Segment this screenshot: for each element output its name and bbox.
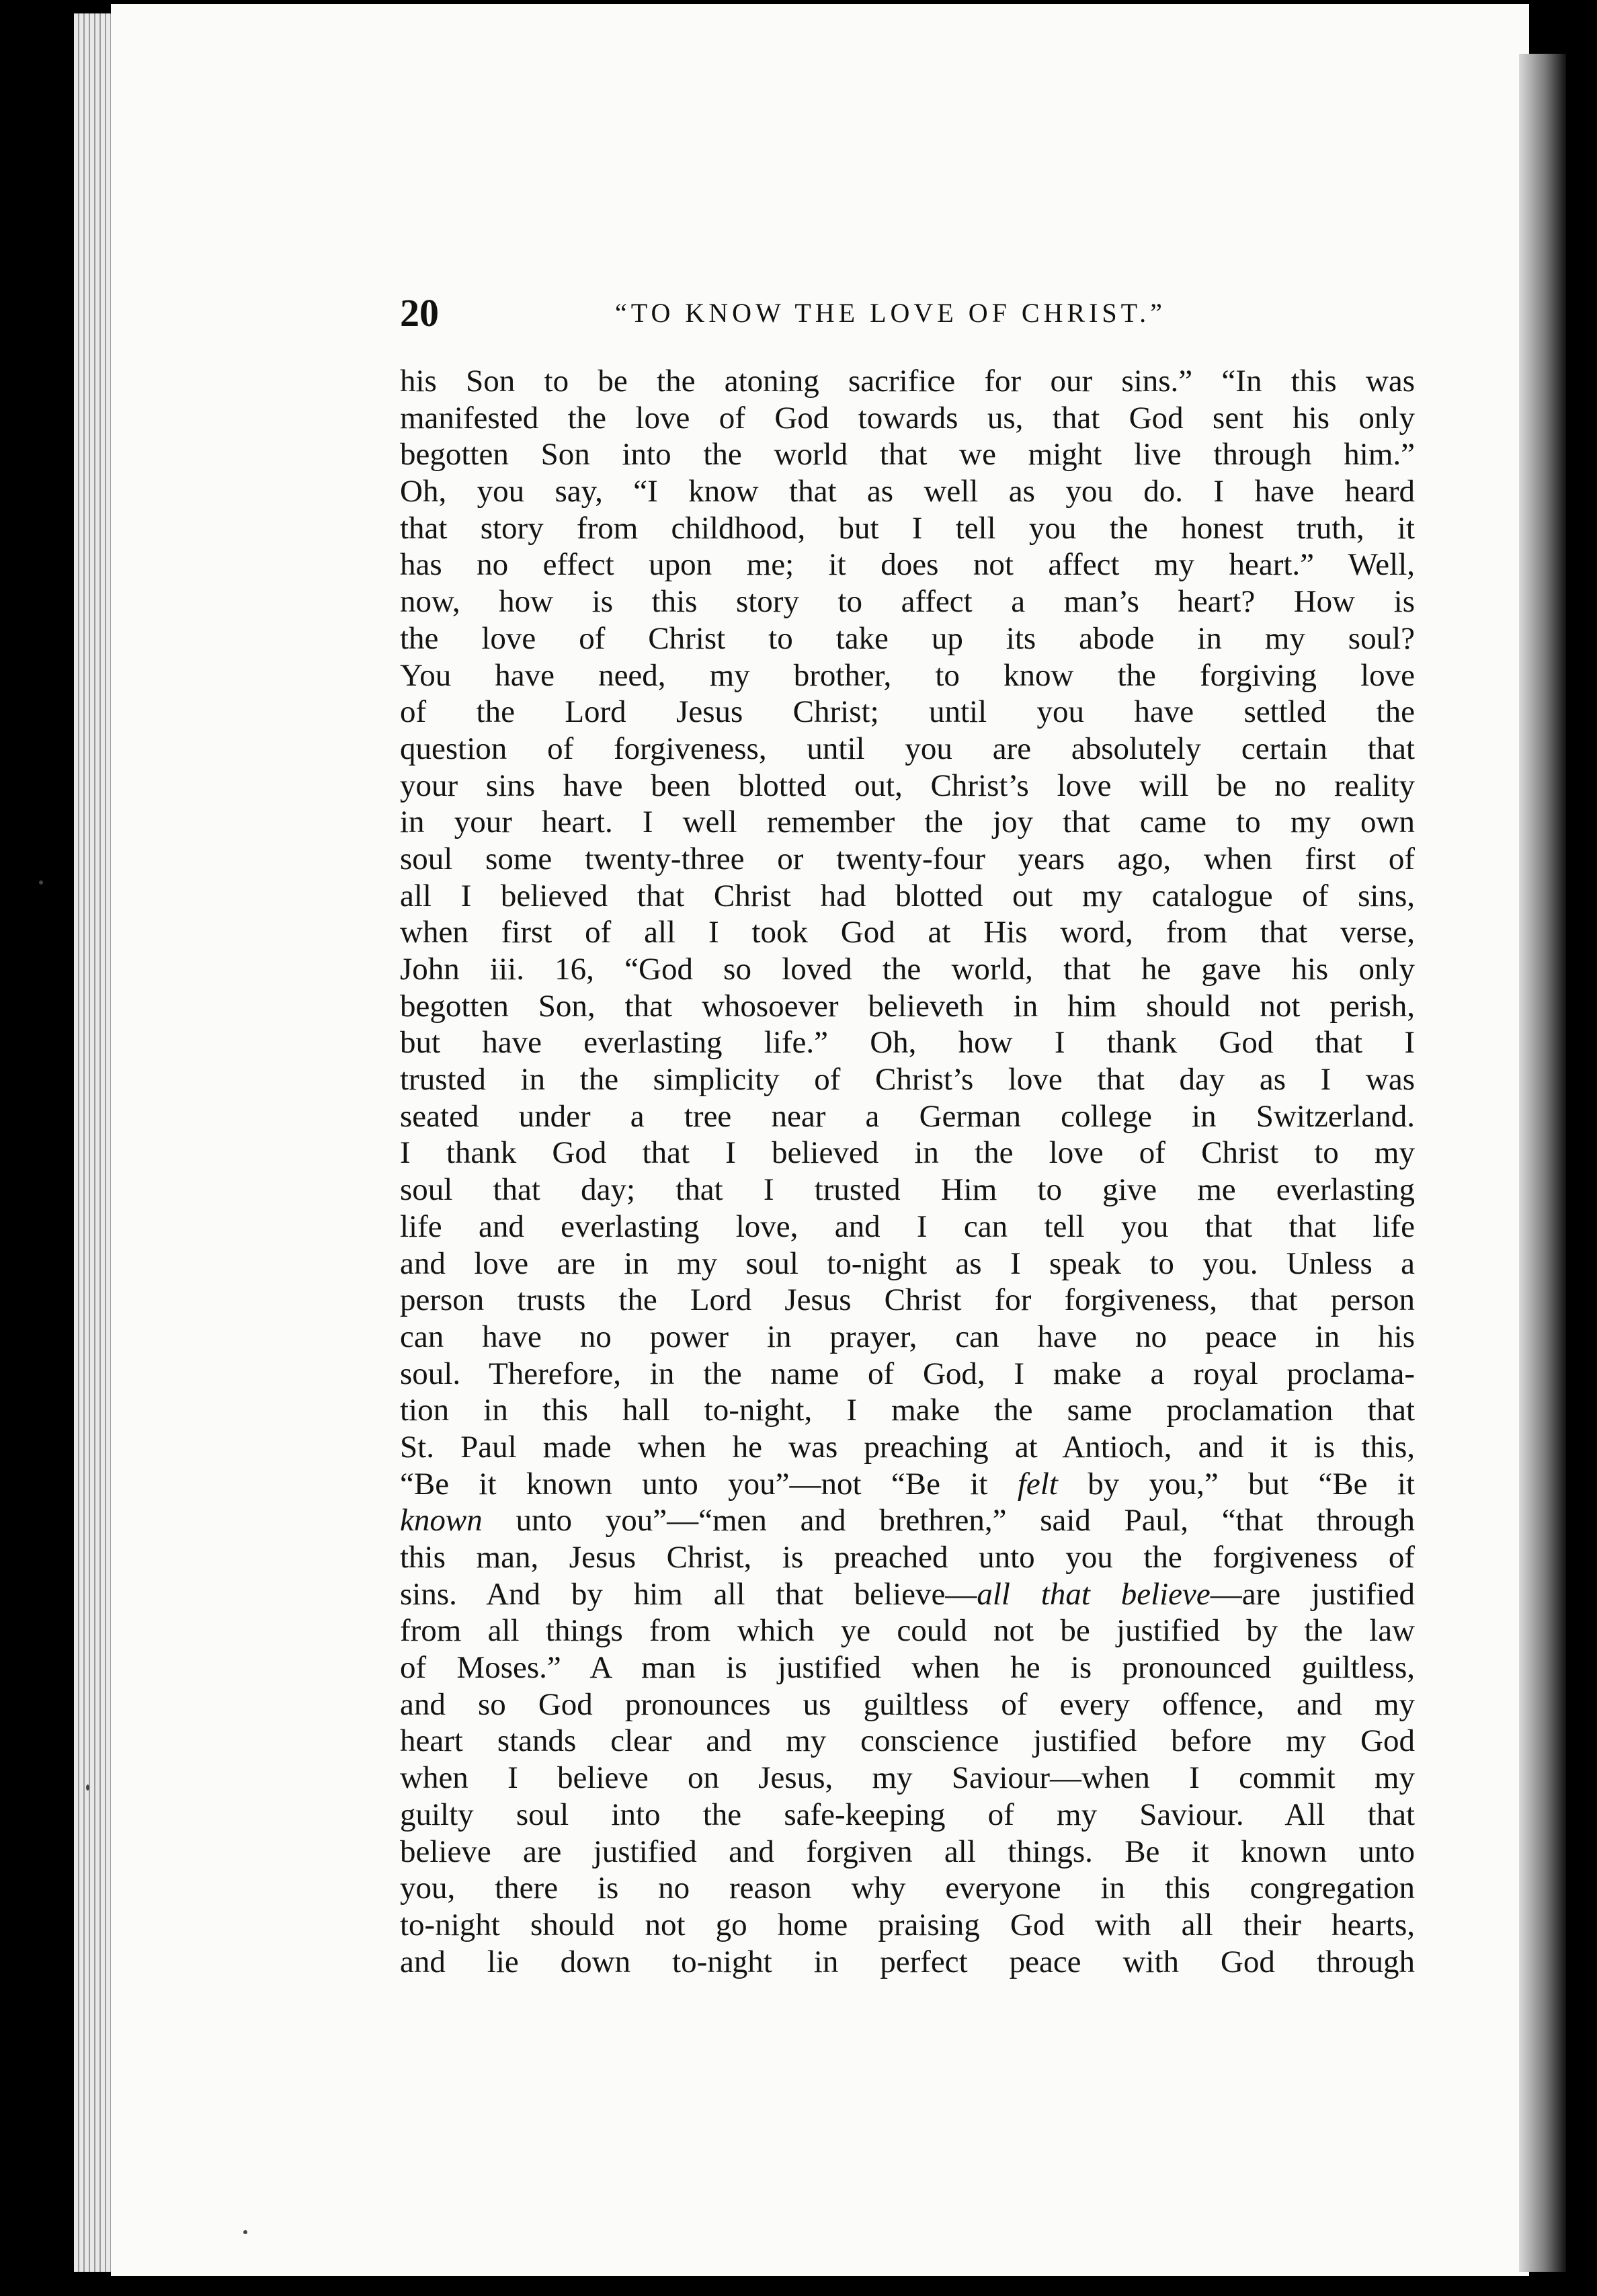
- text-line: you, there is no reason why everyone in this congregation: [400, 1871, 1415, 1906]
- text-line: that story from childhood, but I tell you the honest truth, it: [400, 510, 1415, 546]
- text-line: in your heart. I well remember the joy that came to my own: [400, 805, 1415, 840]
- text-run: unto you”—“men and brethren,” said Paul, “that through: [482, 1503, 1415, 1539]
- text-line: manifested the love of God towards us, that God sent his only: [400, 400, 1415, 436]
- text-line: to-night should not go home praising God with all their hearts,: [400, 1907, 1415, 1942]
- text-line: soul that day; that I trusted Him to give me everlasting: [400, 1172, 1415, 1208]
- text-line-with-italic: [400, 1576, 1415, 1613]
- text-run: by you,” but “Be it: [1057, 1466, 1416, 1502]
- text-run: sins. And by him all that believe—: [400, 1576, 977, 1612]
- text-line: soul some twenty-three or twenty-four years ago, when first of: [400, 841, 1415, 876]
- text-line: and lie down to-night in perfect peace with God through: [400, 1944, 1415, 1979]
- text-line: of Moses.” A man is justified when he is pronounced guiltless,: [400, 1650, 1415, 1686]
- text-line: all I believed that Christ had blotted out my catalogue of sins,: [400, 878, 1415, 913]
- body-text: [400, 363, 1415, 1980]
- text-line: when first of all I took God at His word, from that verse,: [400, 915, 1415, 950]
- scan-speck: [243, 2230, 247, 2234]
- text-line: can have no power in prayer, can have no peace in his: [400, 1319, 1415, 1354]
- text-line: and so God pronounces us guiltless of every offence, and my: [400, 1686, 1415, 1722]
- text-line: begotten Son, that whosoever believeth in him should not perish,: [400, 988, 1415, 1024]
- italic-run: known: [400, 1503, 483, 1539]
- text-line: begotten Son into the world that we might live through him.”: [400, 437, 1415, 473]
- text-line: soul. Therefore, in the name of God, I make a royal proclama-: [400, 1356, 1415, 1391]
- scan-speck: [86, 1785, 89, 1791]
- text-line-with-italic: [400, 1466, 1415, 1503]
- text-line: has no effect upon me; it does not affect my heart.” Well,: [400, 547, 1415, 583]
- text-line: of the Lord Jesus Christ; until you have settled the: [400, 694, 1415, 730]
- italic-run: all that believe: [977, 1576, 1211, 1612]
- text-line: from all things from which ye could not be justified by the law: [400, 1613, 1415, 1649]
- page-stack-edges: [74, 13, 114, 2272]
- text-line: heart stands clear and my conscience justified before my God: [400, 1723, 1415, 1759]
- text-line: this man, Jesus Christ, is preached unto you the forgiveness of: [400, 1540, 1415, 1575]
- text-line: now, how is this story to affect a man’s heart? How is: [400, 584, 1415, 620]
- italic-run: felt: [1017, 1466, 1058, 1502]
- text-line: You have need, my brother, to know the forgiving love: [400, 657, 1415, 693]
- text-line: when I believe on Jesus, my Saviour—when I commit my: [400, 1760, 1415, 1796]
- text-line: person trusts the Lord Jesus Christ for forgiveness, that person: [400, 1282, 1415, 1318]
- text-line: your sins have been blotted out, Christ’s love will be no reality: [400, 768, 1415, 803]
- text-line: guilty soul into the safe-keeping of my Saviour. All that: [400, 1797, 1415, 1832]
- running-title: “TO KNOW THE LOVE OF CHRIST.”: [615, 298, 1166, 328]
- text-line: the love of Christ to take up its abode in my soul?: [400, 620, 1415, 656]
- text-line-with-italic: [400, 1502, 1415, 1539]
- text-line: seated under a tree near a German college in Switzerland.: [400, 1098, 1415, 1134]
- text-line: I thank God that I believed in the love of Christ to my: [400, 1135, 1415, 1171]
- text-line: his Son to be the atoning sacrifice for our sins.” “In this was: [400, 364, 1415, 399]
- text-line: and love are in my soul to-night as I speak to you. Unless a: [400, 1245, 1415, 1281]
- text-line: Oh, you say, “I know that as well as you do. I have heard: [400, 474, 1415, 509]
- scan-speck: [39, 880, 43, 885]
- page-number: 20: [400, 291, 439, 335]
- text-line: John iii. 16, “God so loved the world, that he gave his only: [400, 952, 1415, 987]
- text-line: tion in this hall to-night, I make the same proclamation that: [400, 1393, 1415, 1428]
- text-line: trusted in the simplicity of Christ’s love that day as I was: [400, 1062, 1415, 1098]
- text-run: “Be it known unto you”—not “Be it: [400, 1466, 1018, 1502]
- text-line: but have everlasting life.” Oh, how I thank God that I: [400, 1025, 1415, 1061]
- page-edge-shadow: [1519, 54, 1566, 2272]
- page-header: [400, 290, 1415, 337]
- text-line: believe are justified and forgiven all things. Be it known unto: [400, 1834, 1415, 1869]
- text-run: —are justified: [1210, 1576, 1415, 1612]
- text-line: life and everlasting love, and I can tell you that that life: [400, 1208, 1415, 1244]
- text-line: St. Paul made when he was preaching at Antioch, and it is this,: [400, 1429, 1415, 1465]
- text-line: question of forgiveness, until you are absolutely certain that: [400, 731, 1415, 766]
